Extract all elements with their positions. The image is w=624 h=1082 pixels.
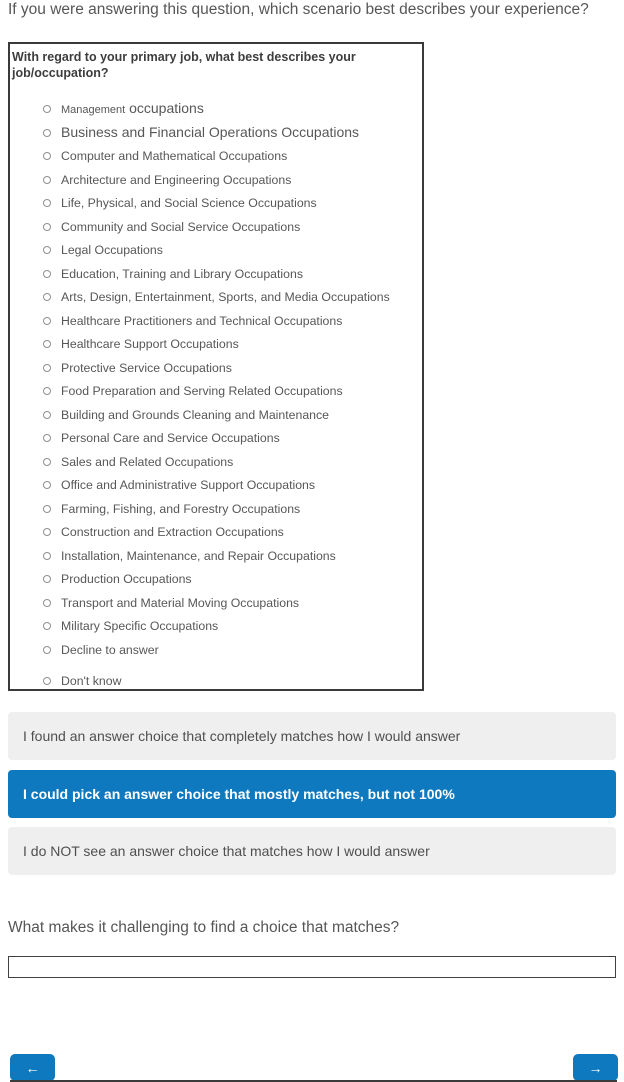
occupation-option[interactable] <box>43 403 416 427</box>
choice-label: I found an answer choice that completely matches how I would answer <box>23 728 461 744</box>
option-label: Building and Grounds Cleaning and Maintenance <box>61 407 329 422</box>
radio-icon[interactable] <box>43 152 51 160</box>
radio-icon[interactable] <box>43 105 51 113</box>
occupation-option[interactable] <box>43 356 416 380</box>
option-label: Community and Social Service Occupations <box>61 219 301 234</box>
challenge-question-text: What makes it challenging to find a choice that matches? <box>8 919 400 936</box>
scenario-choice-button[interactable] <box>8 827 616 875</box>
option-label: Architecture and Engineering Occupations <box>61 172 292 187</box>
occupation-option[interactable] <box>43 215 416 239</box>
radio-icon[interactable] <box>43 293 51 301</box>
occupation-option[interactable] <box>43 591 416 615</box>
option-label: Transport and Material Moving Occupations <box>61 595 300 610</box>
scenario-choice-button[interactable] <box>8 712 616 760</box>
occupation-option[interactable] <box>43 238 416 262</box>
option-label: Office and Administrative Support Occupations <box>61 478 316 492</box>
radio-icon[interactable] <box>43 646 51 654</box>
radio-icon[interactable] <box>43 340 51 348</box>
occupation-option[interactable] <box>43 473 416 497</box>
occupation-option[interactable] <box>43 567 416 591</box>
option-label: Arts, Design, Entertainment, Sports, and Media Occupations <box>61 290 390 304</box>
radio-icon[interactable] <box>43 129 51 137</box>
radio-icon[interactable] <box>43 505 51 513</box>
occupation-option[interactable] <box>43 669 416 693</box>
option-label: Construction and Extraction Occupations <box>61 525 284 539</box>
radio-icon[interactable] <box>43 270 51 278</box>
scenario-choices <box>8 712 616 885</box>
radio-icon[interactable] <box>43 176 51 184</box>
option-label: Production Occupations <box>61 572 192 586</box>
occupation-option[interactable] <box>43 638 416 662</box>
option-label: Healthcare Practitioners and Technical Occupations <box>61 313 343 328</box>
radio-icon[interactable] <box>43 575 51 583</box>
radio-icon[interactable] <box>43 387 51 395</box>
option-label: Education, Training and Library Occupations <box>61 266 303 281</box>
radio-icon[interactable] <box>43 246 51 254</box>
occupation-option[interactable] <box>43 191 416 215</box>
option-label: Protective Service Occupations <box>61 360 232 375</box>
occupation-option[interactable] <box>43 121 416 145</box>
occupation-option[interactable] <box>43 520 416 544</box>
radio-icon[interactable] <box>43 677 51 685</box>
occupation-option[interactable] <box>43 97 416 121</box>
option-label: Life, Physical, and Social Science Occupations <box>61 196 317 210</box>
radio-icon[interactable] <box>43 528 51 536</box>
option-label: Installation, Maintenance, and Repair Occupations <box>61 548 336 563</box>
radio-icon[interactable] <box>43 622 51 630</box>
option-label: Healthcare Support Occupations <box>61 337 239 351</box>
occupation-option[interactable] <box>43 285 416 309</box>
radio-icon[interactable] <box>43 552 51 560</box>
choice-label: I do NOT see an answer choice that matches how I would answer <box>23 843 430 859</box>
radio-icon[interactable] <box>43 364 51 372</box>
embedded-question-title: With regard to your primary job, what best describes your job/occupation? <box>12 50 356 80</box>
occupation-option[interactable] <box>43 262 416 286</box>
occupation-option[interactable] <box>43 426 416 450</box>
occupation-option[interactable] <box>43 309 416 333</box>
option-label: Management occupations <box>61 100 204 116</box>
option-label: Decline to answer <box>61 642 159 657</box>
option-label: Don't know <box>61 674 122 688</box>
option-label: Legal Occupations <box>61 243 163 257</box>
radio-icon[interactable] <box>43 599 51 607</box>
arrow-right-icon: → <box>588 1059 603 1076</box>
scenario-choice-button[interactable] <box>8 770 616 818</box>
back-button[interactable] <box>10 1054 55 1081</box>
occupation-option[interactable] <box>43 144 416 168</box>
radio-icon[interactable] <box>43 317 51 325</box>
challenge-answer-input[interactable] <box>8 956 616 978</box>
option-label: Business and Financial Operations Occupations <box>61 123 360 140</box>
option-label: Food Preparation and Serving Related Occupations <box>61 384 343 398</box>
option-label: Computer and Mathematical Occupations <box>61 149 288 163</box>
occupation-options-list <box>10 97 422 693</box>
occupation-option[interactable] <box>43 450 416 474</box>
occupation-option[interactable] <box>43 544 416 568</box>
radio-icon[interactable] <box>43 411 51 419</box>
option-label: Farming, Fishing, and Forestry Occupations <box>61 501 301 516</box>
occupation-option[interactable] <box>43 614 416 638</box>
next-button[interactable] <box>573 1054 618 1081</box>
embedded-question-box <box>8 42 424 691</box>
occupation-option[interactable] <box>43 168 416 192</box>
scenario-question-text: If you were answering this question, which scenario best describes your experience? <box>8 1 589 18</box>
radio-icon[interactable] <box>43 223 51 231</box>
option-label: Sales and Related Occupations <box>61 454 234 469</box>
radio-icon[interactable] <box>43 481 51 489</box>
option-label: Military Specific Occupations <box>61 619 219 633</box>
choice-label: I could pick an answer choice that mostly matches, but not 100% <box>23 785 455 802</box>
radio-icon[interactable] <box>43 434 51 442</box>
occupation-option[interactable] <box>43 497 416 521</box>
radio-icon[interactable] <box>43 458 51 466</box>
occupation-option[interactable] <box>43 379 416 403</box>
occupation-option[interactable] <box>43 332 416 356</box>
radio-icon[interactable] <box>43 199 51 207</box>
option-label: Personal Care and Service Occupations <box>61 431 280 445</box>
arrow-left-icon: ← <box>25 1059 40 1076</box>
